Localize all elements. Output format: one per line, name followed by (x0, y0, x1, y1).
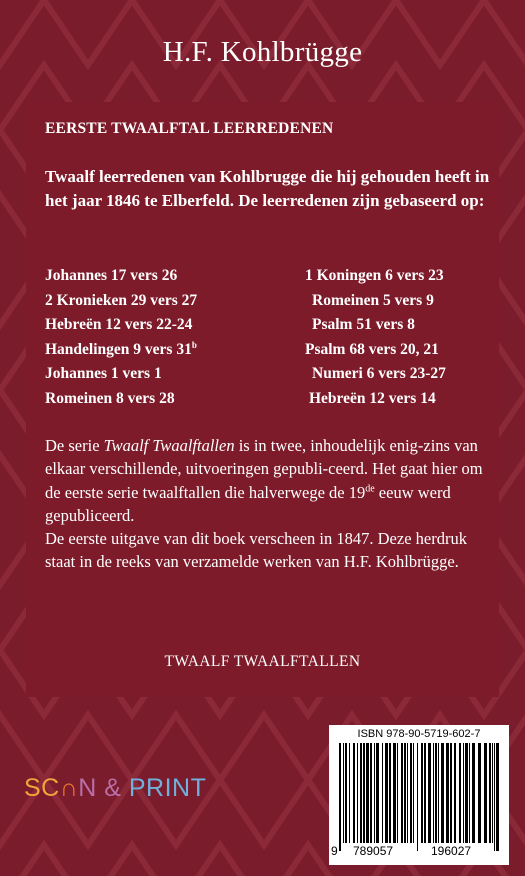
series-title-italic: Twaalf Twaalftallen (103, 436, 235, 455)
barcode-bar (492, 743, 493, 843)
barcode-bar (397, 743, 398, 843)
barcode-bar (389, 743, 391, 843)
book-heading: EERSTE TWAALFTAL LEERREDENEN (45, 120, 334, 137)
barcode-bar (428, 743, 431, 843)
barcode-bar (343, 743, 344, 843)
references-left-column (45, 264, 197, 412)
barcode-bar (424, 743, 426, 843)
barcode-bar (360, 743, 362, 843)
barcode-bar (374, 743, 375, 843)
barcode-bar (494, 743, 495, 851)
reference-item: Hebreën 12 vers 22-24 (45, 316, 193, 334)
barcode-bar (357, 743, 358, 843)
isbn-number: ISBN 978-90-5719-602-7 (357, 728, 481, 740)
reference-item: Handelingen 9 vers 31$^b$ (45, 339, 197, 358)
barcode-bar (421, 743, 423, 843)
barcode-bar (454, 743, 456, 843)
barcode-digits-right: 196027 (431, 844, 472, 858)
barcode-bar (410, 743, 412, 843)
barcode-bar (393, 743, 396, 843)
series-label: TWAALF TWAALFTALLEN (164, 653, 361, 670)
reference-item: Johannes 17 vers 26 (45, 267, 178, 284)
reference-item: 1 Koningen 6 vers 23 (305, 267, 444, 284)
description-paragraph-2: De eerste uitgave van dit boek verscheen in 1847. Deze herdruk staat in de reeks van verzamelde werken van H.F. Kohlbrügge. (45, 529, 467, 572)
barcode-bar (446, 743, 449, 843)
barcode-bar (404, 743, 406, 843)
barcode-bar (459, 743, 461, 843)
barcode-bar (478, 743, 481, 843)
barcode-bar (472, 743, 475, 843)
reference-item: Psalm 68 vers 20, 21 (305, 340, 439, 358)
barcode-bar (489, 743, 491, 843)
barcode-bar (413, 743, 414, 843)
reference-item: Numeri 6 vers 23-27 (312, 365, 446, 383)
reference-item: Psalm 51 vers 8 (312, 316, 415, 334)
barcode-bar (484, 743, 487, 843)
barcode (329, 725, 509, 865)
barcode-bar (407, 743, 408, 843)
barcode-bar (401, 743, 403, 843)
reference-item: Romeinen 8 vers 28 (45, 389, 175, 407)
reference-item: 2 Kronieken 29 vers 27 (45, 291, 198, 309)
barcode-bar (496, 743, 499, 851)
barcode-bar (465, 743, 468, 843)
barcode-bar (353, 743, 355, 843)
barcode-bar (435, 743, 437, 843)
reference-item: Hebreën 12 vers 14 (309, 389, 436, 407)
barcode-bar (463, 743, 464, 843)
barcode-bar (370, 743, 372, 843)
barcode-digits-left: 789057 (353, 844, 394, 858)
barcode-bar (339, 743, 341, 851)
barcode-bar (366, 743, 369, 843)
barcode-bar (376, 743, 379, 843)
barcode-bar (469, 743, 470, 843)
author-title: H.F. Kohlbrügge (162, 36, 363, 68)
reference-item: Romeinen 5 vers 9 (312, 291, 434, 309)
intro-paragraph: Twaalf leerredenen van Kohlbrugge die hij gehouden heeft in het jaar 1846 te Elberfeld. De leerredenen zijn gebaseerd op: (45, 167, 490, 210)
barcode-bar (438, 743, 439, 843)
barcode-bar (450, 743, 452, 843)
barcode-bars (339, 743, 501, 851)
barcode-bar (345, 743, 347, 843)
barcode-digit-first: 9 (331, 844, 338, 858)
reference-superscript: b (191, 339, 197, 350)
description-text: De serie Twaalf Twaalftallen is in twee, inhoudelijk enig-zins van elkaar verschillende, uitvoeringen gepubli-ceerd. Het gaat hier om de eerste serie twaalftallen die halverwege de 19de eeuw werd gepubliceerd. De eerste uitgave van dit boek verscheen in 1847. Deze herdruk staat in de reeks van verzamelde werken van H.F. Kohlbrügge. (45, 436, 483, 572)
barcode-bar (363, 743, 365, 843)
barcode-bar (382, 743, 383, 843)
barcode-bar (433, 743, 434, 843)
barcode-bar (385, 743, 388, 843)
barcode-bar (349, 743, 350, 843)
barcode-bar (441, 743, 444, 843)
references-right-column (305, 264, 446, 412)
barcode-bar (417, 743, 418, 851)
publisher-logo: SC∩N & PRINT (24, 774, 207, 802)
reference-item: Johannes 1 vers 1 (45, 365, 162, 383)
